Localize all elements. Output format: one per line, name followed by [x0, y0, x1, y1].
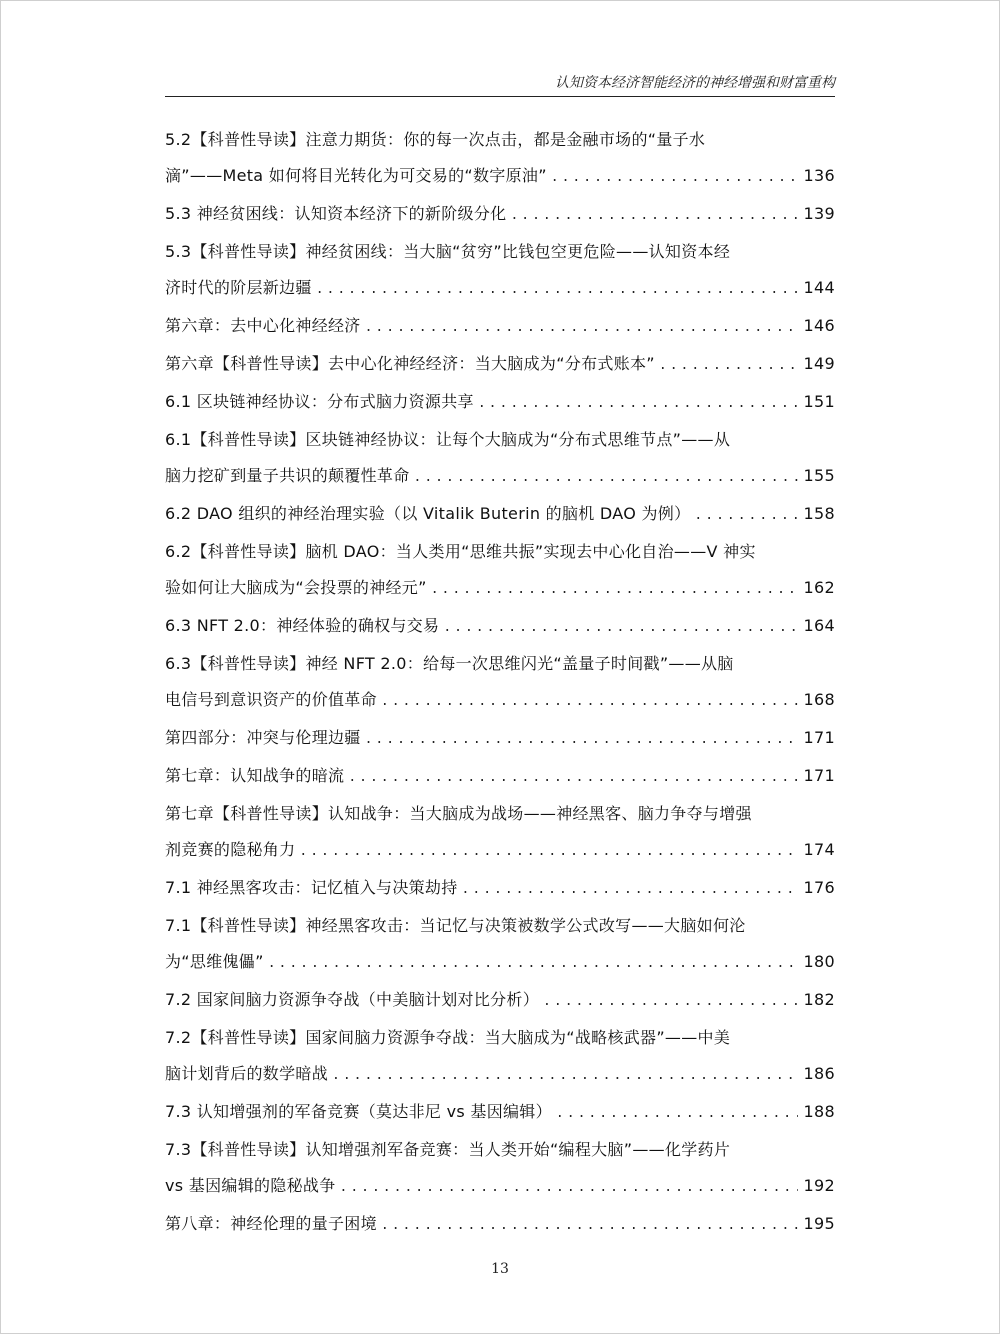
toc-entry-title: 第八章：神经伦理的量子困境 — [165, 1214, 377, 1233]
toc-entry-line — [165, 270, 835, 308]
toc-entry[interactable] — [165, 720, 835, 758]
dot-leader — [431, 572, 798, 608]
dot-leader — [694, 498, 797, 534]
toc-entry-line — [165, 570, 835, 608]
toc-page-number: 188 — [803, 1102, 835, 1121]
toc-entry-title: vs 基因编辑的隐秘战争 — [165, 1176, 336, 1195]
toc-page-number: 164 — [803, 616, 835, 635]
dot-leader — [299, 834, 797, 870]
toc-entry-line — [165, 496, 835, 534]
dot-leader — [462, 872, 798, 908]
toc-page-number: 162 — [803, 578, 835, 597]
toc-entry-title: 第六章【科普性导读】去中心化神经经济：当大脑成为“分布式账本” — [165, 354, 655, 373]
toc-entry-title: 第六章：去中心化神经经济 — [165, 316, 361, 335]
page-number: 13 — [491, 1261, 509, 1277]
toc-entry-title-line: 7.1【科普性导读】神经黑客攻击：当记忆与决策被数学公式改写——大脑如何沦 — [165, 916, 746, 935]
toc-entry-title: 7.3 认知增强剂的军备竞赛（莫达非尼 vs 基因编辑） — [165, 1102, 552, 1121]
toc-entry-title-line: 6.3【科普性导读】神经 NFT 2.0：给每一次思维闪光“盖量子时间戳”——从脑 — [165, 654, 734, 673]
dot-leader — [340, 1170, 798, 1206]
toc-page-number: 182 — [803, 990, 835, 1009]
toc-entry-title: 电信号到意识资产的价值革命 — [165, 690, 377, 709]
toc-entry-title-line: 6.1【科普性导读】区块链神经协议：让每个大脑成为“分布式思维节点”——从 — [165, 430, 731, 449]
toc-entry-title: 脑力挖矿到量子共识的颠覆性革命 — [165, 466, 410, 485]
dot-leader — [365, 722, 798, 758]
toc-page-number: 168 — [803, 690, 835, 709]
toc-entry-title-line: 6.2【科普性导读】脑机 DAO：当人类用“思维共振”实现去中心化自治——V 神实 — [165, 542, 756, 561]
toc-entry-title-line: 5.3【科普性导读】神经贫困线：当大脑“贫穷”比钱包空更危险——认知资本经 — [165, 242, 731, 261]
dot-leader — [348, 760, 797, 796]
toc-entry-title: 7.1 神经黑客攻击：记忆植入与决策劫持 — [165, 878, 458, 897]
dot-leader — [316, 272, 798, 308]
toc-entry-line — [165, 308, 835, 346]
dot-leader — [268, 946, 798, 982]
toc-entry-line — [165, 832, 835, 870]
toc-entry-line — [165, 944, 835, 982]
dot-leader — [478, 386, 798, 422]
toc-entry-title: 第四部分：冲突与伦理边疆 — [165, 728, 361, 747]
toc-page-number: 180 — [803, 952, 835, 971]
toc-entry-title: 第七章：认知战争的暗流 — [165, 766, 345, 785]
toc-page-number: 144 — [803, 278, 835, 297]
dot-leader — [556, 1096, 798, 1132]
toc-page-number: 195 — [803, 1214, 835, 1233]
toc-entry-line — [165, 682, 835, 720]
toc-page-number: 171 — [803, 766, 835, 785]
toc-entry[interactable] — [165, 122, 835, 196]
dot-leader — [414, 460, 798, 496]
header-rule — [165, 96, 835, 97]
dot-leader — [365, 310, 798, 346]
toc-entry-line — [165, 758, 835, 796]
toc-entry-line — [165, 158, 835, 196]
toc-page-number: 155 — [803, 466, 835, 485]
toc-entry-title-line: 7.2【科普性导读】国家间脑力资源争夺战：当大脑成为“战略核武器”——中美 — [165, 1028, 731, 1047]
toc-entry-title: 5.3 神经贫困线：认知资本经济下的新阶级分化 — [165, 204, 507, 223]
toc-entry-line — [165, 384, 835, 422]
toc-entry[interactable] — [165, 608, 835, 646]
toc-entry[interactable] — [165, 422, 835, 496]
toc-page-number: 136 — [803, 166, 835, 185]
toc-entry[interactable] — [165, 384, 835, 422]
toc-page-number: 174 — [803, 840, 835, 859]
toc-entry-line — [165, 196, 835, 234]
toc-entry-line — [165, 1206, 835, 1244]
toc-entry-title-line: 第七章【科普性导读】认知战争：当大脑成为战场——神经黑客、脑力争夺与增强 — [165, 804, 752, 823]
toc-page-number: 146 — [803, 316, 835, 335]
toc-entry-title: 济时代的阶层新边疆 — [165, 278, 312, 297]
toc-entry-line — [165, 608, 835, 646]
toc-entry[interactable] — [165, 646, 835, 720]
toc-entry-line — [165, 1168, 835, 1206]
toc-entry[interactable] — [165, 1132, 835, 1206]
toc-entry[interactable] — [165, 308, 835, 346]
toc-page-number: 176 — [803, 878, 835, 897]
toc-entry[interactable] — [165, 496, 835, 534]
toc-entry-line — [165, 458, 835, 496]
toc-entry[interactable] — [165, 534, 835, 608]
toc-entry-line — [165, 870, 835, 908]
running-header: 认知资本经济智能经济的神经增强和财富重构 — [555, 75, 835, 91]
dot-leader — [510, 198, 797, 234]
toc-entry[interactable] — [165, 982, 835, 1020]
toc-entry[interactable] — [165, 758, 835, 796]
table-of-contents — [165, 122, 835, 1244]
toc-entry[interactable] — [165, 870, 835, 908]
toc-page-number: 149 — [803, 354, 835, 373]
toc-entry[interactable] — [165, 234, 835, 308]
toc-entry[interactable] — [165, 796, 835, 870]
toc-entry-line — [165, 1056, 835, 1094]
toc-entry-title: 6.1 区块链神经协议：分布式脑力资源共享 — [165, 392, 474, 411]
dot-leader — [551, 160, 798, 196]
toc-entry-line — [165, 346, 835, 384]
toc-entry[interactable] — [165, 346, 835, 384]
dot-leader — [659, 348, 798, 384]
dot-leader — [332, 1058, 798, 1094]
toc-entry-line — [165, 720, 835, 758]
toc-page-number: 186 — [803, 1064, 835, 1083]
toc-entry-title: 6.3 NFT 2.0：神经体验的确权与交易 — [165, 616, 440, 635]
toc-entry-title: 滴”——Meta 如何将目光转化为可交易的“数字原油” — [165, 166, 547, 185]
toc-entry-title: 为“思维傀儡” — [165, 952, 264, 971]
dot-leader — [381, 684, 798, 720]
toc-entry-title: 验如何让大脑成为“会投票的神经元” — [165, 578, 427, 597]
toc-entry[interactable] — [165, 1020, 835, 1094]
toc-entry[interactable] — [165, 1206, 835, 1244]
toc-entry-title: 剂竞赛的隐秘角力 — [165, 840, 296, 859]
toc-page-number: 158 — [803, 504, 835, 523]
toc-entry[interactable] — [165, 196, 835, 234]
toc-page-number: 171 — [803, 728, 835, 747]
toc-page-number: 192 — [803, 1176, 835, 1195]
toc-entry-title: 7.2 国家间脑力资源争夺战（中美脑计划对比分析） — [165, 990, 540, 1009]
toc-page-number: 151 — [803, 392, 835, 411]
toc-entry-title: 6.2 DAO 组织的神经治理实验（以 Vitalik Buterin 的脑机 DAO 为例） — [165, 504, 691, 523]
toc-entry-title-line: 5.2【科普性导读】注意力期货：你的每一次点击，都是金融市场的“量子水 — [165, 130, 706, 149]
toc-entry-line — [165, 1094, 835, 1132]
dot-leader — [381, 1208, 798, 1244]
toc-entry[interactable] — [165, 908, 835, 982]
dot-leader — [543, 984, 798, 1020]
toc-entry-title-line: 7.3【科普性导读】认知增强剂军备竞赛：当人类开始“编程大脑”——化学药片 — [165, 1140, 731, 1159]
toc-entry[interactable] — [165, 1094, 835, 1132]
dot-leader — [443, 610, 797, 646]
toc-entry-line — [165, 982, 835, 1020]
toc-page-number: 139 — [803, 204, 835, 223]
toc-entry-title: 脑计划背后的数学暗战 — [165, 1064, 329, 1083]
